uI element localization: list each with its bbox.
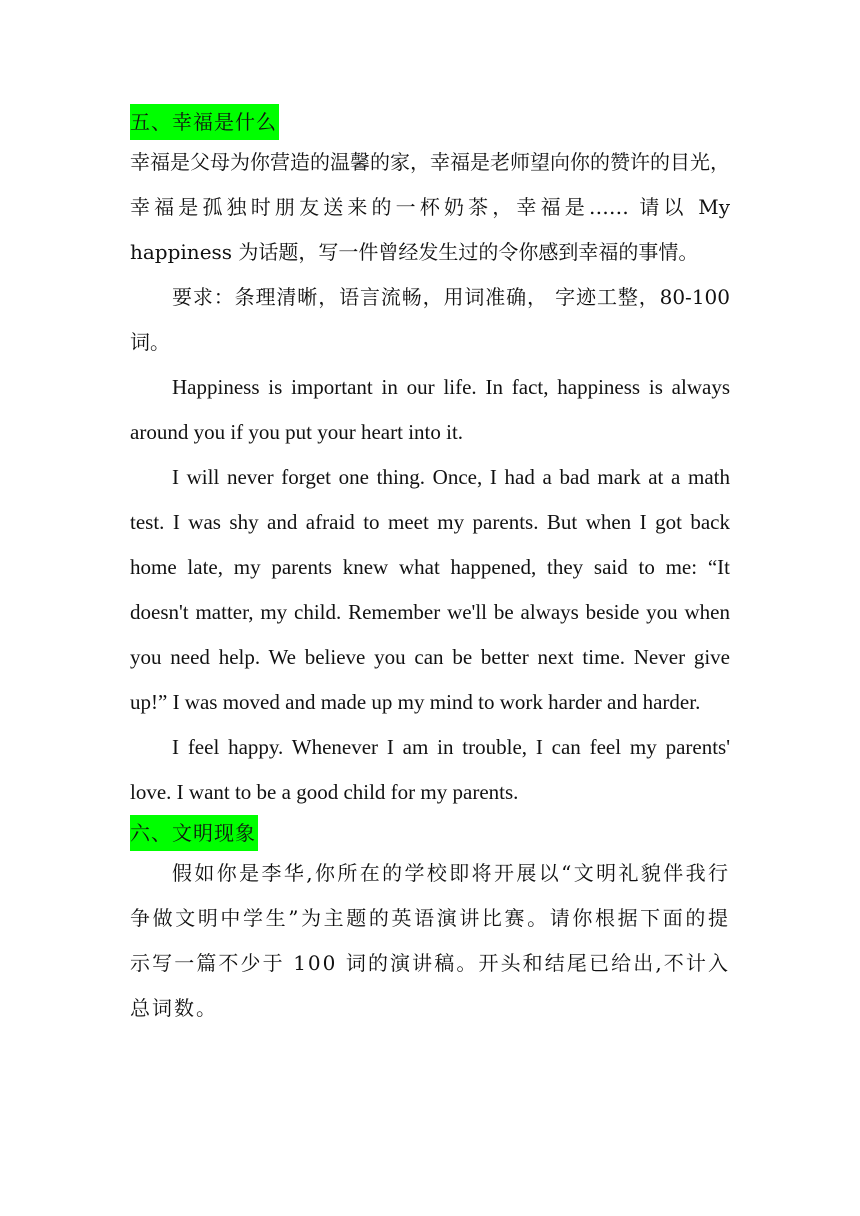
section-6-prompt: 假如你是李华,你所在的学校即将开展以“文明礼貌伴我行 争做文明中学生”为主题的英语演讲比赛。请你根据下面的提示写一篇不少于 100 词的演讲稿。开头和结尾已给出,不计入总词数。 [130,861,752,1020]
section-6-heading: 六、文明现象 [130,815,258,851]
document-page [130,104,752,1031]
section-5-requirements: 要求：条理清晰，语言流畅，用词准确， 字迹工整，80-100 词。 [130,285,730,354]
essay-paragraph-3: I feel happy. Whenever I am in trouble, I can feel my parents' love. I want to be a good child for my parents. [130,735,730,804]
essay-paragraph-2: I will never forget one thing. Once, I had a bad mark at a math test. I was shy and afraid to meet my parents. But when I got back home late, my parents knew what happened, they said to me: “It doesn't matter, my child. Remember we'll be always beside you when you need help. We believe you can be better next time. Never give up!” I was moved and made up my mind to work harder and harder. [130,465,730,714]
essay-paragraph-1: Happiness is important in our life. In fact, happiness is always around you if you put your heart into it. [130,375,730,444]
section-5-heading: 五、幸福是什么 [130,104,279,140]
section-5-prompt: 幸福是父母为你营造的温馨的家，幸福是老师望向你的赞许的目光，幸福是孤独时朋友送来的一杯奶茶，幸福是…… 请以 My happiness 为话题，写一件曾经发生过的令你感到幸福的事情。 [130,150,730,264]
